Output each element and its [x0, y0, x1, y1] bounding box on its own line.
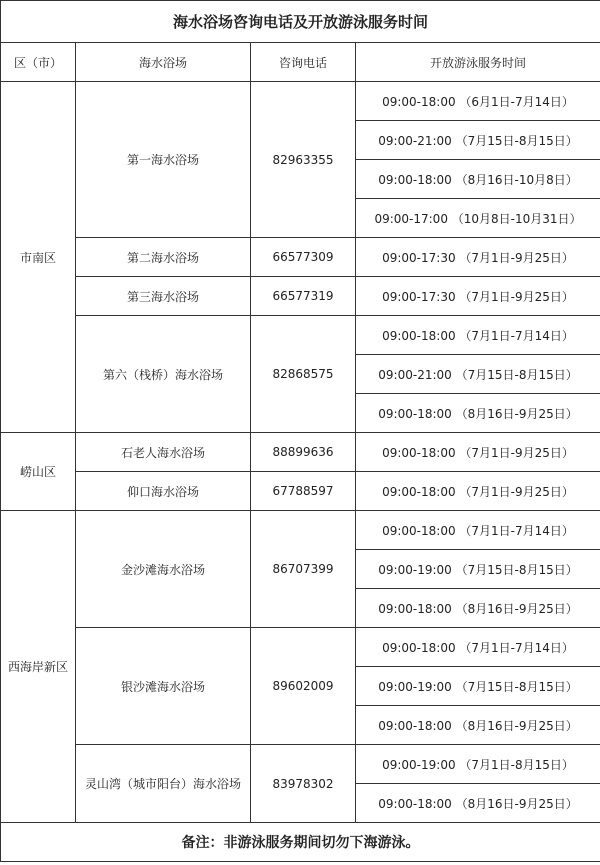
- hours-cell: 09:00-18:00 （8月16日-9月25日）: [356, 589, 600, 628]
- hours-cell: 09:00-18:00 （7月1日-7月14日）: [356, 316, 600, 355]
- hours-cell: 09:00-18:00 （7月1日-9月25日）: [356, 433, 600, 472]
- phone-cell: 89602009: [251, 628, 356, 745]
- hours-cell: 09:00-18:00 （8月16日-9月25日）: [356, 394, 600, 433]
- phone-cell: 83978302: [251, 745, 356, 823]
- hours-cell: 09:00-19:00 （7月15日-8月15日）: [356, 667, 600, 706]
- table-title: 海水浴场咨询电话及开放游泳服务时间: [1, 1, 600, 43]
- district-cell: 崂山区: [1, 433, 76, 511]
- phone-cell: 66577309: [251, 238, 356, 277]
- phone-cell: 82868575: [251, 316, 356, 433]
- table-row: [1, 433, 600, 472]
- header-phone: 咨询电话: [251, 43, 356, 82]
- table-row: [1, 511, 600, 550]
- hours-cell: 09:00-18:00 （7月1日-7月14日）: [356, 511, 600, 550]
- header-hours: 开放游泳服务时间: [356, 43, 600, 82]
- phone-cell: 82963355: [251, 82, 356, 238]
- hours-cell: 09:00-17:30 （7月1日-9月25日）: [356, 277, 600, 316]
- phone-cell: 67788597: [251, 472, 356, 511]
- district-cell: 西海岸新区: [1, 511, 76, 823]
- header-district: 区（市）: [1, 43, 76, 82]
- hours-cell: 09:00-21:00 （7月15日-8月15日）: [356, 121, 600, 160]
- district-cell: 市南区: [1, 82, 76, 433]
- hours-cell: 09:00-18:00 （8月16日-10月8日）: [356, 160, 600, 199]
- beach-name-cell: 仰口海水浴场: [76, 472, 251, 511]
- beach-name-cell: 第六（栈桥）海水浴场: [76, 316, 251, 433]
- hours-cell: 09:00-18:00 （8月16日-9月25日）: [356, 706, 600, 745]
- beach-name-cell: 银沙滩海水浴场: [76, 628, 251, 745]
- table-row: [1, 82, 600, 121]
- beach-name-cell: 金沙滩海水浴场: [76, 511, 251, 628]
- beach-name-cell: 灵山湾（城市阳台）海水浴场: [76, 745, 251, 823]
- hours-cell: 09:00-18:00 （8月16日-9月25日）: [356, 784, 600, 823]
- table-row: [1, 277, 600, 316]
- beach-name-cell: 第一海水浴场: [76, 82, 251, 238]
- beach-name-cell: 石老人海水浴场: [76, 433, 251, 472]
- beach-name-cell: 第三海水浴场: [76, 277, 251, 316]
- table-row: [1, 628, 600, 667]
- footnote: 备注：非游泳服务期间切勿下海游泳。: [1, 823, 600, 862]
- hours-cell: 09:00-17:30 （7月1日-9月25日）: [356, 238, 600, 277]
- phone-cell: 66577319: [251, 277, 356, 316]
- table-row: [1, 238, 600, 277]
- hours-cell: 09:00-19:00 （7月15日-8月15日）: [356, 550, 600, 589]
- table-row: [1, 472, 600, 511]
- hours-cell: 09:00-18:00 （7月1日-9月25日）: [356, 472, 600, 511]
- table-body: [1, 82, 600, 823]
- phone-cell: 86707399: [251, 511, 356, 628]
- beach-name-cell: 第二海水浴场: [76, 238, 251, 277]
- header-beach: 海水浴场: [76, 43, 251, 82]
- hours-cell: 09:00-19:00 （7月1日-8月15日）: [356, 745, 600, 784]
- phone-cell: 88899636: [251, 433, 356, 472]
- hours-cell: 09:00-21:00 （7月15日-8月15日）: [356, 355, 600, 394]
- table-row: [1, 316, 600, 355]
- hours-cell: 09:00-17:00 （10月8日-10月31日）: [356, 199, 600, 238]
- table-row: [1, 745, 600, 784]
- hours-cell: 09:00-18:00 （7月1日-7月14日）: [356, 628, 600, 667]
- hours-cell: 09:00-18:00 （6月1日-7月14日）: [356, 82, 600, 121]
